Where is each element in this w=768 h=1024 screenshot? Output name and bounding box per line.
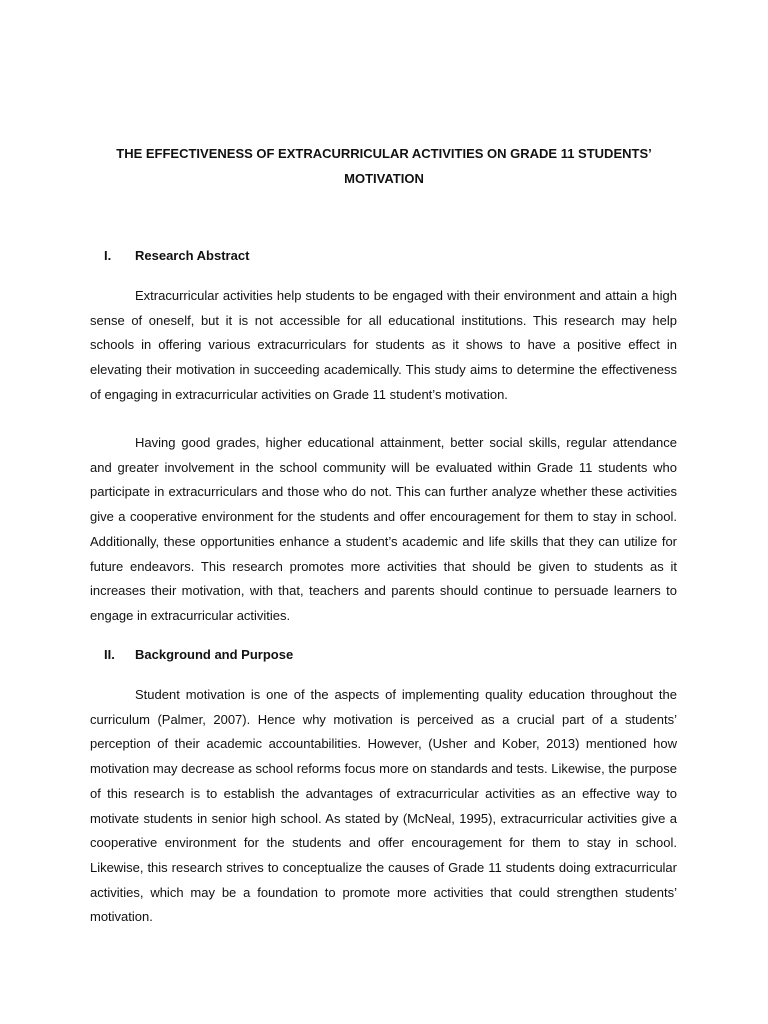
section-number: II. xyxy=(104,647,115,662)
section-title: Research Abstract xyxy=(135,248,250,263)
title-line-2: MOTIVATION xyxy=(344,171,424,186)
section-heading-background-purpose xyxy=(90,646,293,664)
background-paragraph-1: Student motivation is one of the aspects of implementing quality education throughout the curriculum (Palmer, 2007). Hence why motivation is perceived as a crucial part of a students’ perception of their academic accountabilities. However, (Usher and Kober, 2013) mentioned how motivation may decrease as school reforms focus more on standards and tests. Likewise, the purpose of this research is to establish the advantages of extracurricular activities as an effective way to motivate students in senior high school. As stated by (McNeal, 1995), extracurricular activities give a cooperative environment for the students and offer encouragement for them to stay in school. Likewise, this research strives to conceptualize the causes of Grade 11 students doing extracurricular activities, which may be a foundation to promote more activities that could strengthen students’ motivation. xyxy=(90,687,677,925)
section-number: I. xyxy=(104,248,112,263)
section-heading-research-abstract xyxy=(90,247,249,265)
section-title: Background and Purpose xyxy=(135,647,294,662)
document-title xyxy=(90,141,678,191)
abstract-paragraph-1: Extracurricular activities help students to be engaged with their environment and attain a high sense of oneself, but it is not accessible for all educational institutions. This research may help schools in offering various extracurriculars for students as it shows to have a positive effect in elevating their motivation in succeeding academically. This study aims to determine the effectiveness of engaging in extracurricular activities on Grade 11 student’s motivation. xyxy=(90,288,677,402)
title-line-1: THE EFFECTIVENESS OF EXTRACURRICULAR ACTIVITIES ON GRADE 11 STUDENTS’ xyxy=(116,146,652,161)
abstract-paragraph-2: Having good grades, higher educational attainment, better social skills, regular attendance and greater involvement in the school community will be evaluated within Grade 11 students who participate in extracurriculars and those who do not. This can further analyze whether these activities give a cooperative environment for the students and offer encouragement for them to stay in school. Additionally, these opportunities enhance a student’s academic and life skills that they can utilize for future endeavors. This research promotes more activities that should be given to students as it increases their motivation, with that, teachers and parents should continue to persuade learners to engage in extracurricular activities. xyxy=(90,435,677,623)
